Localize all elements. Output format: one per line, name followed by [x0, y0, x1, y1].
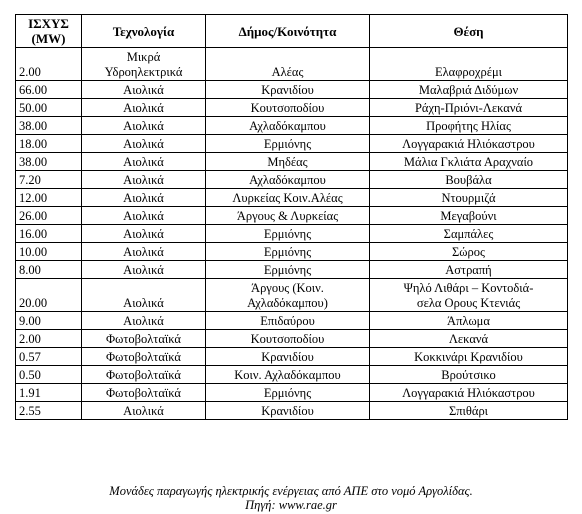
table-source: Πηγή: www.rae.gr — [245, 498, 337, 512]
cell-technology-line: Αιολικά — [123, 227, 164, 241]
cell-municipality — [206, 99, 370, 117]
cell-power: 2.00 — [16, 330, 82, 348]
cell-municipality-line: Αχλαδόκαμπου — [249, 119, 326, 133]
cell-location-line: Βουβάλα — [445, 173, 492, 187]
table-row — [16, 99, 568, 117]
cell-location-line: Μάλια Γκλιάτα Αραχναίο — [403, 155, 534, 169]
cell-technology-line: Φωτοβολταϊκά — [106, 332, 181, 346]
cell-location — [370, 261, 568, 279]
cell-municipality-line: Κρανιδίου — [261, 350, 314, 364]
cell-technology — [82, 189, 206, 207]
header-technology: Τεχνολογία — [82, 15, 206, 48]
cell-technology — [82, 135, 206, 153]
cell-technology — [82, 312, 206, 330]
cell-power: 10.00 — [16, 243, 82, 261]
cell-power: 26.00 — [16, 207, 82, 225]
cell-location-line: Σπιθάρι — [448, 404, 489, 418]
table-row — [16, 117, 568, 135]
cell-municipality-line: Άργους (Κοιν. — [251, 281, 324, 295]
table-row — [16, 243, 568, 261]
table-row — [16, 225, 568, 243]
table-row — [16, 279, 568, 312]
cell-municipality — [206, 153, 370, 171]
cell-municipality-line: Κρανιδίου — [261, 404, 314, 418]
table-row — [16, 261, 568, 279]
cell-municipality — [206, 261, 370, 279]
table-row — [16, 171, 568, 189]
cell-municipality — [206, 207, 370, 225]
cell-technology — [82, 117, 206, 135]
cell-technology — [82, 261, 206, 279]
cell-municipality — [206, 135, 370, 153]
cell-municipality-line: Κουτσοποδίου — [250, 101, 325, 115]
cell-location — [370, 384, 568, 402]
cell-location-line: Κοκκινάρι Κρανιδίου — [414, 350, 523, 364]
cell-technology — [82, 330, 206, 348]
cell-location — [370, 366, 568, 384]
table-row — [16, 348, 568, 366]
cell-power: 2.55 — [16, 402, 82, 420]
cell-technology — [82, 225, 206, 243]
cell-location-line: Βρούτσικο — [441, 368, 496, 382]
table-row — [16, 48, 568, 81]
cell-power: 38.00 — [16, 153, 82, 171]
cell-technology — [82, 48, 206, 81]
cell-power: 8.00 — [16, 261, 82, 279]
cell-location — [370, 81, 568, 99]
cell-location-line: Προφήτης Ηλίας — [426, 119, 511, 133]
cell-power: 50.00 — [16, 99, 82, 117]
res-units-table — [15, 14, 568, 420]
cell-technology-line: Φωτοβολταϊκά — [106, 368, 181, 382]
cell-technology — [82, 243, 206, 261]
header-power — [16, 15, 82, 48]
header-location: Θέση — [370, 15, 568, 48]
cell-location — [370, 189, 568, 207]
cell-power: 0.57 — [16, 348, 82, 366]
cell-location-line: Λογγαρακιά Ηλιόκαστρου — [402, 137, 535, 151]
cell-municipality — [206, 48, 370, 81]
cell-location-line: Σαμπάλες — [443, 227, 494, 241]
cell-municipality-line: Κοιν. Αχλαδόκαμπου — [234, 368, 341, 382]
cell-municipality-line: Κουτσοποδίου — [250, 332, 325, 346]
cell-location — [370, 312, 568, 330]
cell-location-line: Ψηλό Λιθάρι – Κοντοδιά- — [403, 281, 534, 295]
cell-municipality-line: Ερμιόνης — [263, 245, 312, 259]
cell-municipality-line: Αχλαδόκαμπου — [249, 173, 326, 187]
cell-technology — [82, 207, 206, 225]
cell-municipality-line: Αλέας — [271, 65, 304, 79]
cell-location — [370, 48, 568, 81]
cell-municipality — [206, 171, 370, 189]
cell-location — [370, 153, 568, 171]
cell-location-line: Ράχη-Πριόνι-Λεκανά — [414, 101, 523, 115]
table-row — [16, 366, 568, 384]
cell-municipality-line: Ερμιόνης — [263, 137, 312, 151]
table-body — [16, 48, 568, 420]
cell-technology-line: Αιολικά — [123, 101, 164, 115]
cell-technology-line: Φωτοβολταϊκά — [106, 386, 181, 400]
cell-location — [370, 171, 568, 189]
cell-municipality-line: Άργους & Λυρκείας — [236, 209, 339, 223]
cell-municipality — [206, 366, 370, 384]
cell-location — [370, 243, 568, 261]
cell-location-line: Μαλαβριά Διδύμων — [418, 83, 519, 97]
cell-technology-line: Αιολικά — [123, 296, 164, 310]
table-row — [16, 81, 568, 99]
cell-location-line: Μεγαβούνι — [440, 209, 497, 223]
cell-power: 7.20 — [16, 171, 82, 189]
table-row — [16, 135, 568, 153]
cell-technology-line: Αιολικά — [123, 245, 164, 259]
cell-power: 1.91 — [16, 384, 82, 402]
cell-technology — [82, 348, 206, 366]
cell-technology — [82, 366, 206, 384]
cell-municipality — [206, 384, 370, 402]
cell-technology — [82, 153, 206, 171]
cell-municipality-line: Ερμιόνης — [263, 386, 312, 400]
header-municipality: Δήμος/Κοινότητα — [206, 15, 370, 48]
cell-technology-line: Αιολικά — [123, 314, 164, 328]
cell-municipality — [206, 348, 370, 366]
table-header-row — [16, 15, 568, 48]
table-caption: Μονάδες παραγωγής ηλεκτρικής ενέργειας από ΑΠΕ στο νομό Αργολίδας. — [109, 484, 473, 498]
cell-technology-line: Φωτοβολταϊκά — [106, 350, 181, 364]
cell-technology-line: Υδροηλεκτρικά — [104, 65, 183, 79]
cell-technology — [82, 99, 206, 117]
cell-power: 38.00 — [16, 117, 82, 135]
cell-technology — [82, 402, 206, 420]
cell-municipality-line: Μηδέας — [267, 155, 308, 169]
cell-municipality-line: Ερμιόνης — [263, 227, 312, 241]
cell-technology — [82, 81, 206, 99]
cell-power: 66.00 — [16, 81, 82, 99]
cell-location-line: Ντουρμιζά — [441, 191, 496, 205]
cell-municipality — [206, 279, 370, 312]
cell-location — [370, 225, 568, 243]
cell-power: 16.00 — [16, 225, 82, 243]
cell-location-line: Αστραπή — [445, 263, 492, 277]
header-power-line2: (MW) — [31, 31, 66, 46]
cell-municipality-line: Λυρκείας Κοιν.Αλέας — [232, 191, 343, 205]
cell-technology — [82, 384, 206, 402]
cell-municipality-line: Επιδαύρου — [260, 314, 315, 328]
header-power-line1: ΙΣΧΥΣ — [28, 16, 69, 31]
cell-location-line: Άπλωμα — [447, 314, 490, 328]
cell-location-line: Ελαφροχρέμι — [434, 65, 503, 79]
cell-municipality-line: Αχλαδόκαμπου) — [247, 296, 328, 310]
table-row — [16, 207, 568, 225]
cell-technology — [82, 171, 206, 189]
cell-municipality — [206, 243, 370, 261]
cell-location — [370, 207, 568, 225]
cell-location — [370, 135, 568, 153]
table-row — [16, 384, 568, 402]
cell-power: 20.00 — [16, 279, 82, 312]
cell-power: 9.00 — [16, 312, 82, 330]
cell-municipality — [206, 312, 370, 330]
cell-municipality — [206, 117, 370, 135]
cell-location-line: σελα Ορους Κτενιάς — [416, 296, 521, 310]
cell-location-line: Λεκανά — [448, 332, 489, 346]
cell-municipality — [206, 225, 370, 243]
cell-power: 18.00 — [16, 135, 82, 153]
table-row — [16, 153, 568, 171]
cell-technology-line: Αιολικά — [123, 191, 164, 205]
cell-location — [370, 348, 568, 366]
cell-technology — [82, 279, 206, 312]
cell-technology-line: Αιολικά — [123, 404, 164, 418]
cell-technology-line: Αιολικά — [123, 155, 164, 169]
cell-location — [370, 99, 568, 117]
cell-technology-line: Αιολικά — [123, 83, 164, 97]
cell-technology-line: Αιολικά — [123, 119, 164, 133]
cell-power: 2.00 — [16, 48, 82, 81]
cell-municipality — [206, 330, 370, 348]
cell-municipality — [206, 189, 370, 207]
cell-location — [370, 117, 568, 135]
cell-municipality-line: Κρανιδίου — [261, 83, 314, 97]
cell-technology-line: Αιολικά — [123, 263, 164, 277]
cell-location-line: Λογγαρακιά Ηλιόκαστρου — [402, 386, 535, 400]
cell-power: 12.00 — [16, 189, 82, 207]
cell-municipality — [206, 81, 370, 99]
cell-technology-line: Μικρά — [126, 50, 161, 64]
cell-technology-line: Αιολικά — [123, 173, 164, 187]
table-row — [16, 189, 568, 207]
cell-power: 0.50 — [16, 366, 82, 384]
cell-location — [370, 279, 568, 312]
cell-location — [370, 402, 568, 420]
cell-technology-line: Αιολικά — [123, 209, 164, 223]
cell-municipality-line: Ερμιόνης — [263, 263, 312, 277]
table-row — [16, 330, 568, 348]
table-row — [16, 312, 568, 330]
table-row — [16, 402, 568, 420]
cell-technology-line: Αιολικά — [123, 137, 164, 151]
cell-municipality — [206, 402, 370, 420]
cell-location — [370, 330, 568, 348]
res-units-table-container — [15, 14, 567, 420]
cell-location-line: Σώρος — [452, 245, 485, 259]
